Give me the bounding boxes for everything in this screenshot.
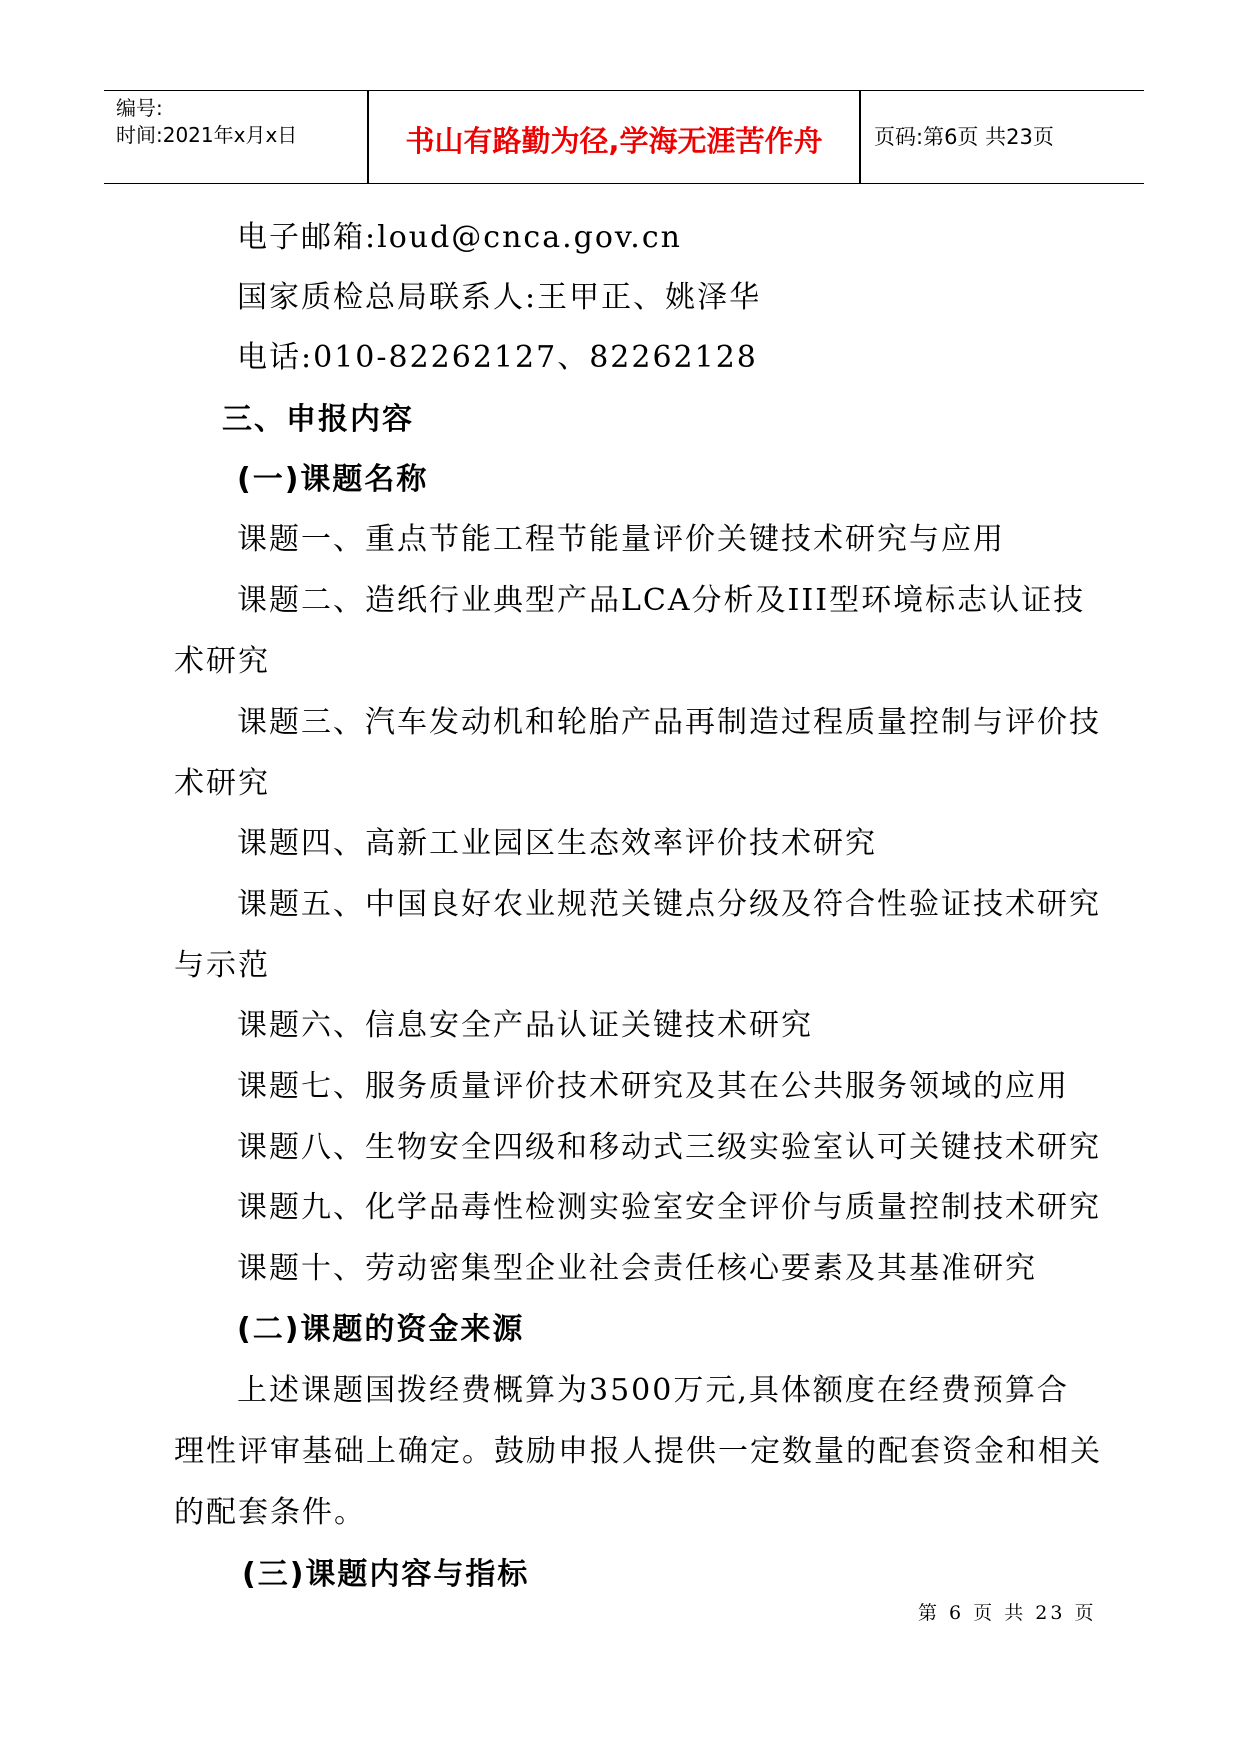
funding-paragraph-line-1: 上述课题国拨经费概算为3500万元,具体额度在经费预算合 <box>237 1373 1069 1408</box>
header-meta <box>116 95 297 149</box>
header-motto: 书山有路勤为径,学海无涯苦作舟 <box>405 124 823 158</box>
topic-5-continued: 与示范 <box>174 948 270 983</box>
header-time-label: 时间:2021年x月x日 <box>116 123 298 147</box>
topic-10: 课题十、劳动密集型企业社会责任核心要素及其基准研究 <box>237 1251 1037 1286</box>
topic-7: 课题七、服务质量评价技术研究及其在公共服务领域的应用 <box>237 1069 1069 1104</box>
topic-3: 课题三、汽车发动机和轮胎产品再制造过程质量控制与评价技 <box>237 705 1101 740</box>
header-number-label: 编号: <box>116 96 163 120</box>
page-footer: 第 6 页 共 23 页 <box>918 1602 1097 1624</box>
header-divider-right <box>859 91 861 183</box>
funding-paragraph-line-3: 的配套条件。 <box>174 1495 366 1530</box>
section-heading: 三、申报内容 <box>222 402 414 437</box>
topic-8: 课题八、生物安全四级和移动式三级实验室认可关键技术研究 <box>237 1130 1101 1165</box>
page-header <box>104 90 1144 184</box>
topic-1: 课题一、重点节能工程节能量评价关键技术研究与应用 <box>237 522 1005 557</box>
topic-9: 课题九、化学品毒性检测实验室安全评价与质量控制技术研究 <box>237 1190 1101 1225</box>
topic-6: 课题六、信息安全产品认证关键技术研究 <box>237 1008 813 1043</box>
header-page-label: 页码:第6页 共23页 <box>874 125 1054 149</box>
topic-3-continued: 术研究 <box>174 766 270 801</box>
topic-2: 课题二、造纸行业典型产品LCA分析及III型环境标志认证技 <box>237 583 1086 618</box>
phone-line: 电话:010-82262127、82262128 <box>237 340 758 375</box>
contact-line: 国家质检总局联系人:王甲正、姚泽华 <box>237 280 762 315</box>
email-line: 电子邮箱:loud@cnca.gov.cn <box>237 220 682 255</box>
funding-paragraph-line-2: 理性评审基础上确定。鼓励申报人提供一定数量的配套资金和相关 <box>174 1434 1102 1469</box>
topic-5: 课题五、中国良好农业规范关键点分级及符合性验证技术研究 <box>237 887 1101 922</box>
topic-4: 课题四、高新工业园区生态效率评价技术研究 <box>237 826 877 861</box>
topic-2-continued: 术研究 <box>174 644 270 679</box>
subheading-content-indicators: (三)课题内容与指标 <box>242 1557 530 1592</box>
subheading-topic-names: (一)课题名称 <box>237 462 429 497</box>
subheading-funding: (二)课题的资金来源 <box>237 1312 525 1347</box>
